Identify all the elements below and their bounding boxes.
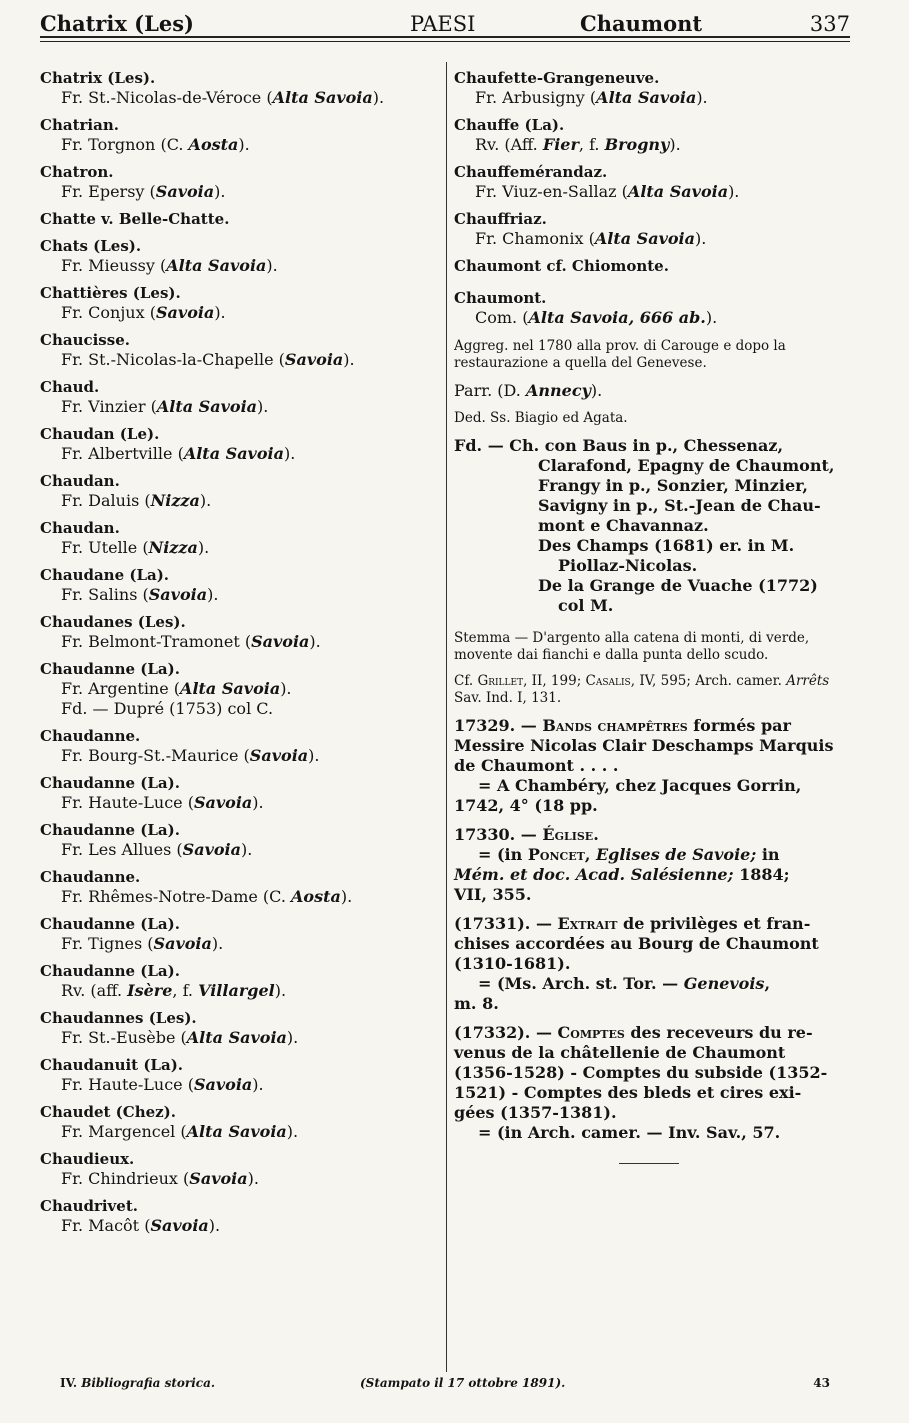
- entry-line: Fr. Bourg-St.-Maurice (Savoia).: [61, 746, 320, 765]
- gazetteer-entry: [40, 471, 438, 511]
- gazetteer-entry: [40, 773, 438, 813]
- gazetteer-entry: [40, 424, 438, 464]
- entry-headword: Chaufette-Grangeneuve.: [454, 69, 660, 87]
- entry-line: Fr. St.-Nicolas-la-Chapelle (Savoia).: [61, 350, 355, 369]
- entry-headword: Chaudet (Chez).: [40, 1103, 176, 1121]
- entry-line: Fr. Macôt (Savoia).: [61, 1216, 221, 1235]
- stemma-note: Stemma — D'argento alla catena di monti, di verde, movente dai fianchi e dalla punta dello scudo.: [454, 630, 810, 663]
- fiefs-holder: Des Champs (1681) er. in M.: [538, 536, 795, 555]
- entry-headword: Chaudanne (La).: [40, 660, 180, 678]
- entry-headword: Chaudannes (Les).: [40, 1009, 197, 1027]
- entry-line: Fr. Haute-Luce (Savoia).: [61, 1075, 264, 1094]
- entry-line: Fr. Utelle (Nizza).: [61, 538, 210, 557]
- section-end-rule: [619, 1163, 679, 1164]
- entry-headword: Chaudrivet.: [40, 1197, 138, 1215]
- entry-line: Fr. Chamonix (Alta Savoia).: [475, 229, 707, 248]
- fiefs-line: Savigny in p., St.-Jean de Chau-: [538, 496, 821, 515]
- entry-line: Fr. Margencel (Alta Savoia).: [61, 1122, 299, 1141]
- entry-headword: Chaucisse.: [40, 331, 130, 349]
- entry-headword: Chaudieux.: [40, 1150, 135, 1168]
- bibliography-item-17332: (17332). — Comptes des receveurs du re- venus de la châtellenie de Chaumont (1356-1528) - Comptes du subside (1352- 1521) - Comptes des bleds et cires exi- gées (1357-1381). = (in Arch. camer. — Inv. Sav., 57.: [454, 1023, 828, 1142]
- entry-line: Fr. Vinzier (Alta Savoia).: [61, 397, 269, 416]
- gazetteer-entry: [40, 283, 438, 323]
- gazetteer-entry: [40, 1055, 438, 1095]
- bibliography-item-17329: 17329. — Bands champêtres formés par Messire Nicolas Clair Deschamps Marquis de Chaumont . . . . = A Chambéry, chez Jacques Gorrin, 1742, 4° (18 pp.: [454, 716, 834, 815]
- gazetteer-entry: [40, 68, 438, 108]
- gazetteer-entry: [40, 867, 438, 907]
- gazetteer-entry: [40, 1149, 438, 1189]
- entry-line: Fr. Tignes (Savoia).: [61, 934, 224, 953]
- gazetteer-entry: [40, 612, 438, 652]
- entry-line: Fr. Chindrieux (Savoia).: [61, 1169, 259, 1188]
- gazetteer-entry: [40, 659, 438, 719]
- column-divider: [446, 62, 447, 1372]
- entry-line: Com. (Alta Savoia, 666 ab.).: [475, 308, 718, 327]
- gazetteer-entry: [40, 961, 438, 1001]
- gazetteer-entry: [454, 115, 850, 155]
- entry-line: Fr. Argentine (Alta Savoia).: [61, 679, 292, 698]
- gazetteer-entry: [40, 209, 438, 229]
- entry-headword: Chaudanes (Les).: [40, 613, 186, 631]
- entry-line: Fr. Viuz-en-Sallaz (Alta Savoia).: [475, 182, 740, 201]
- footer-sheet-number: 43: [813, 1376, 830, 1390]
- entry-headword: Chauffemérandaz.: [454, 163, 608, 181]
- entry-line: Rv. (Aff. Fier, f. Brogny).: [475, 135, 681, 154]
- dedication-line: Ded. Ss. Biagio ed Agata.: [454, 410, 628, 426]
- gazetteer-entry: [40, 115, 438, 155]
- entry-headword: Chauffriaz.: [454, 210, 547, 228]
- left-column: [40, 68, 438, 1243]
- fiefs-block: [454, 436, 850, 616]
- entry-line: Fd. — Dupré (1753) col C.: [61, 699, 274, 718]
- entry-headword: Chaudanne (La).: [40, 774, 180, 792]
- gazetteer-entry: [40, 565, 438, 605]
- entry-headword: Chaudan (Le).: [40, 425, 160, 443]
- entry-headword: Chaudan.: [40, 519, 120, 537]
- page-number: 337: [809, 12, 850, 36]
- references-note: Cf. Grillet, II, 199; Casalis, IV, 595; Arch. camer. Arrêts Sav. Ind. I, 131.: [454, 673, 830, 706]
- fiefs-holder: Piollaz-Nicolas.: [558, 556, 698, 575]
- entry-line: Fr. Haute-Luce (Savoia).: [61, 793, 264, 812]
- gazetteer-entry: [40, 1008, 438, 1048]
- fiefs-line: Clarafond, Epagny de Chaumont,: [538, 456, 835, 475]
- running-head-center: PAESI: [410, 12, 476, 36]
- entry-line: Fr. Les Allues (Savoia).: [61, 840, 253, 859]
- entry-line: Fr. Daluis (Nizza).: [61, 491, 212, 510]
- entry-headword: Chaudanne.: [40, 868, 141, 886]
- gazetteer-entry: [454, 256, 850, 276]
- footer-signature: IV. Bibliografia storica.: [60, 1376, 216, 1390]
- fiefs-line: Fd. — Ch. con Baus in p., Chessenaz,: [454, 436, 784, 455]
- entry-headword: Chaumont cf. Chiomonte.: [454, 257, 669, 275]
- right-column: [454, 68, 850, 1164]
- entry-headword: Chatrian.: [40, 116, 119, 134]
- gazetteer-entry: [40, 377, 438, 417]
- gazetteer-entry: [40, 726, 438, 766]
- fiefs-line: mont e Chavannaz.: [538, 516, 709, 535]
- entry-headword: Chauffe (La).: [454, 116, 565, 134]
- gazetteer-entry: [40, 1102, 438, 1142]
- gazetteer-entry: [40, 236, 438, 276]
- entry-line: Fr. St.-Nicolas-de-Véroce (Alta Savoia).: [61, 88, 385, 107]
- fiefs-line: Frangy in p., Sonzier, Minzier,: [538, 476, 808, 495]
- bibliography-item-17330: 17330. — Église. = (in Poncet, Eglises de Savoie; in Mém. et doc. Acad. Salésienne; 1884; VII, 355.: [454, 825, 790, 904]
- entry-line: Fr. Albertville (Alta Savoia).: [61, 444, 296, 463]
- aggregation-note: Aggreg. nel 1780 alla prov. di Carouge e dopo la restaurazione a quella del Genevese.: [454, 338, 786, 371]
- running-head-right: Chaumont: [580, 11, 703, 36]
- entry-headword: Chaudanne.: [40, 727, 141, 745]
- entry-headword: Chattières (Les).: [40, 284, 181, 302]
- entry-line: Fr. Mieussy (Alta Savoia).: [61, 256, 278, 275]
- entry-line: Rv. (aff. Isère, f. Villargel).: [61, 981, 287, 1000]
- entry-line: Fr. Salins (Savoia).: [61, 585, 219, 604]
- entry-line: Fr. Rhêmes-Notre-Dame (C. Aosta).: [61, 887, 353, 906]
- gazetteer-entry: [40, 820, 438, 860]
- entry-headword: Chaudan.: [40, 472, 120, 490]
- entry-line: Fr. Arbusigny (Alta Savoia).: [475, 88, 708, 107]
- entry-headword: Chaudanuit (La).: [40, 1056, 184, 1074]
- entry-line: Fr. Belmont-Tramonet (Savoia).: [61, 632, 321, 651]
- gazetteer-entry: [40, 162, 438, 202]
- parish-line: Parr. (D. Annecy).: [454, 381, 603, 400]
- entry-headword: Chats (Les).: [40, 237, 142, 255]
- entry-line: Fr. Epersy (Savoia).: [61, 182, 226, 201]
- gazetteer-entry: [454, 209, 850, 249]
- entry-headword: Chaudanne (La).: [40, 915, 180, 933]
- entry-headword: Chatron.: [40, 163, 114, 181]
- running-head-left: Chatrix (Les): [40, 11, 194, 36]
- page-footer: [60, 1376, 830, 1396]
- entry-line: Fr. Torgnon (C. Aosta).: [61, 135, 250, 154]
- footer-print-date: (Stampato il 17 ottobre 1891).: [360, 1376, 566, 1390]
- gazetteer-entry: [454, 162, 850, 202]
- entry-headword: Chaud.: [40, 378, 100, 396]
- entry-headword: Chaudanne (La).: [40, 821, 180, 839]
- fiefs-holder: col M.: [558, 596, 614, 615]
- entry-headword: Chaudanne (La).: [40, 962, 180, 980]
- header-rule-thin: [40, 41, 850, 42]
- gazetteer-entry-chaumont: [454, 288, 850, 328]
- entry-headword: Chaumont.: [454, 289, 547, 307]
- entry-headword: Chatte v. Belle-Chatte.: [40, 210, 230, 228]
- entry-line: Fr. St.-Eusèbe (Alta Savoia).: [61, 1028, 299, 1047]
- gazetteer-entry: [40, 518, 438, 558]
- bibliography-item-17331: (17331). — Extrait de privilèges et fran- chises accordées au Bourg de Chaumont (1310-1681). = (Ms. Arch. st. Tor. — Genevois, m. 8.: [454, 914, 819, 1013]
- gazetteer-entry: [40, 330, 438, 370]
- header-rule-thick: [40, 36, 850, 38]
- entry-headword: Chaudane (La).: [40, 566, 170, 584]
- gazetteer-entry: [40, 914, 438, 954]
- entry-headword: Chatrix (Les).: [40, 69, 156, 87]
- gazetteer-entry: [454, 68, 850, 108]
- fiefs-holder: De la Grange de Vuache (1772): [538, 576, 818, 595]
- gazetteer-entry: [40, 1196, 438, 1236]
- entry-line: Fr. Conjux (Savoia).: [61, 303, 226, 322]
